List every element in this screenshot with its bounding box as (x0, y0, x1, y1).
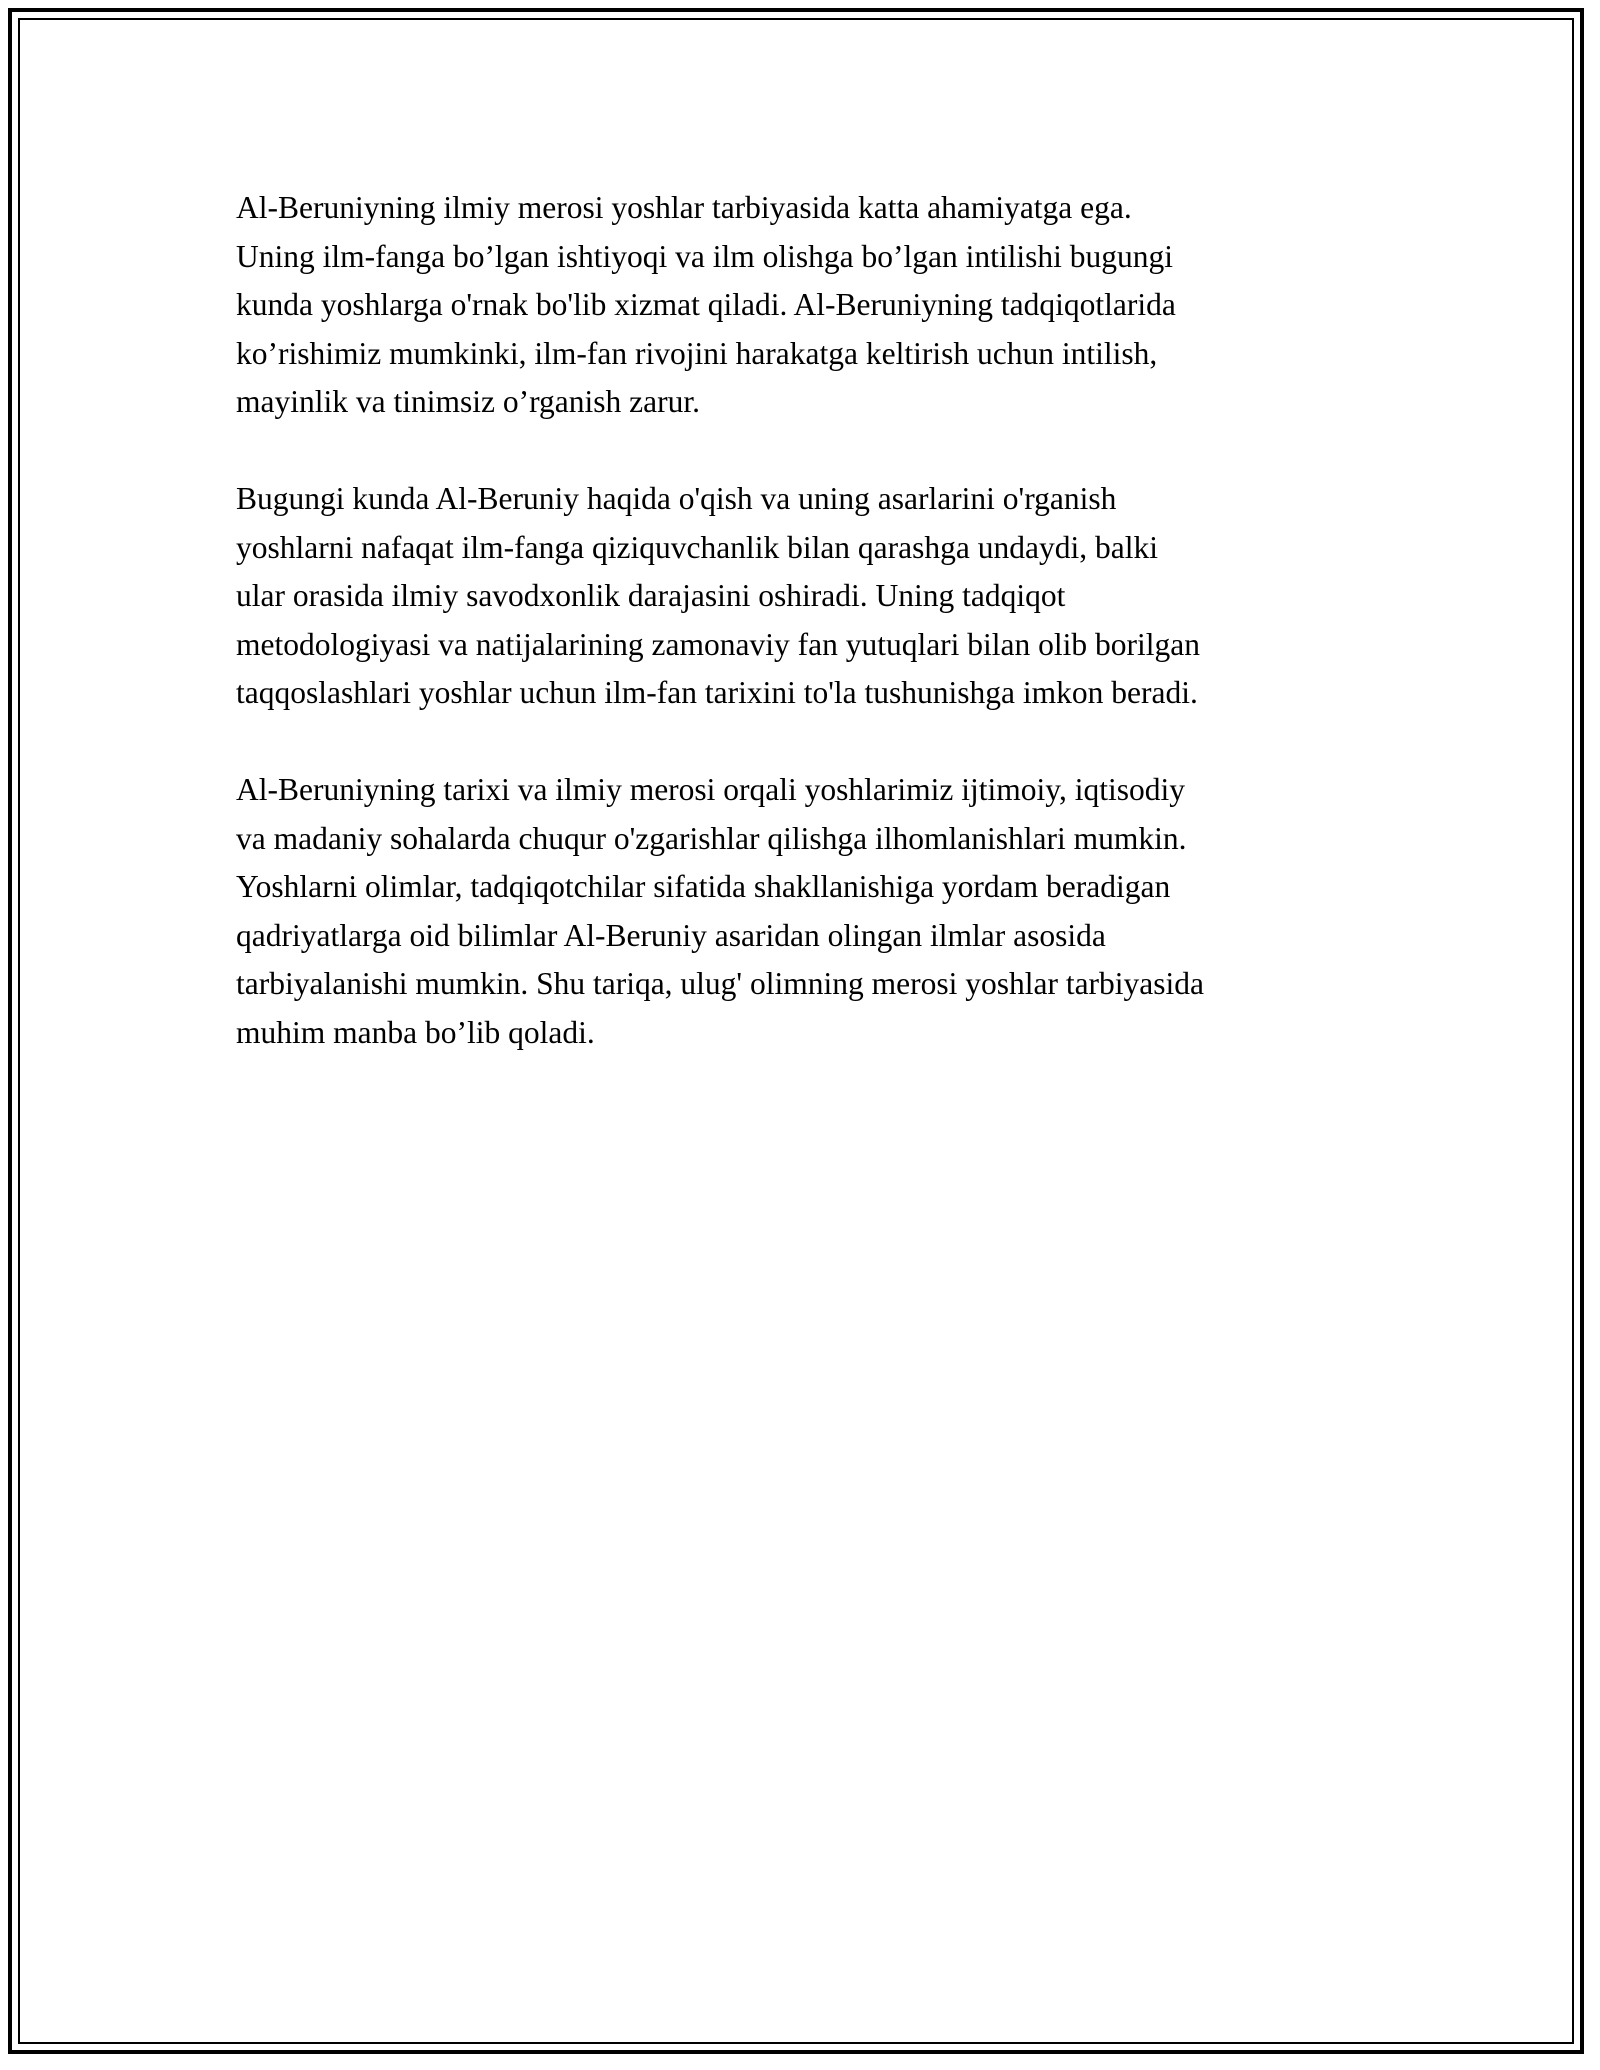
document-body (236, 184, 1386, 1106)
paragraph-3: Al-Beruniyning tarixi va ilmiy merosi orqali yoshlarimiz ijtimoiy, iqtisodiy va madaniy sohalarda chuqur o'zgarishlar qilishga ilhomlanishlari mumkin. Yoshlarni olimlar, tadqiqotchilar sifatida shakllanishiga yordam beradigan qadriyatlarga oid bilimlar Al-Beruniy asaridan olingan ilmlar asosida tarbiyalanishi mumkin. Shu tariqa, ulug' olimning merosi yoshlar tarbiyasida muhim manba bo’lib qoladi. (236, 772, 1205, 1050)
paragraph-2: Bugungi kunda Al-Beruniy haqida o'qish va uning asarlarini o'rganish yoshlarni nafaqat ilm-fanga qiziquvchanlik bilan qarashga undaydi, balki ular orasida ilmiy savodxonlik darajasini oshiradi. Uning tadqiqot metodologiyasi va natijalarining zamonaviy fan yutuqlari bilan olib borilgan taqqoslashlari yoshlar uchun ilm-fan tarixini to'la tushunishga imkon beradi. (236, 481, 1201, 710)
paragraph-1: Al-Beruniyning ilmiy merosi yoshlar tarbiyasida katta ahamiyatga ega. Uning ilm-fanga bo’lgan ishtiyoqi va ilm olishga bo’lgan intilishi bugungi kunda yoshlarga o'rnak bo'lib xizmat qiladi. Al-Beruniyning tadqiqotlarida ko’rishimiz mumkinki, ilm-fan rivojini harakatga keltirish uchun intilish, mayinlik va tinimsiz o’rganish zarur. (236, 190, 1176, 419)
